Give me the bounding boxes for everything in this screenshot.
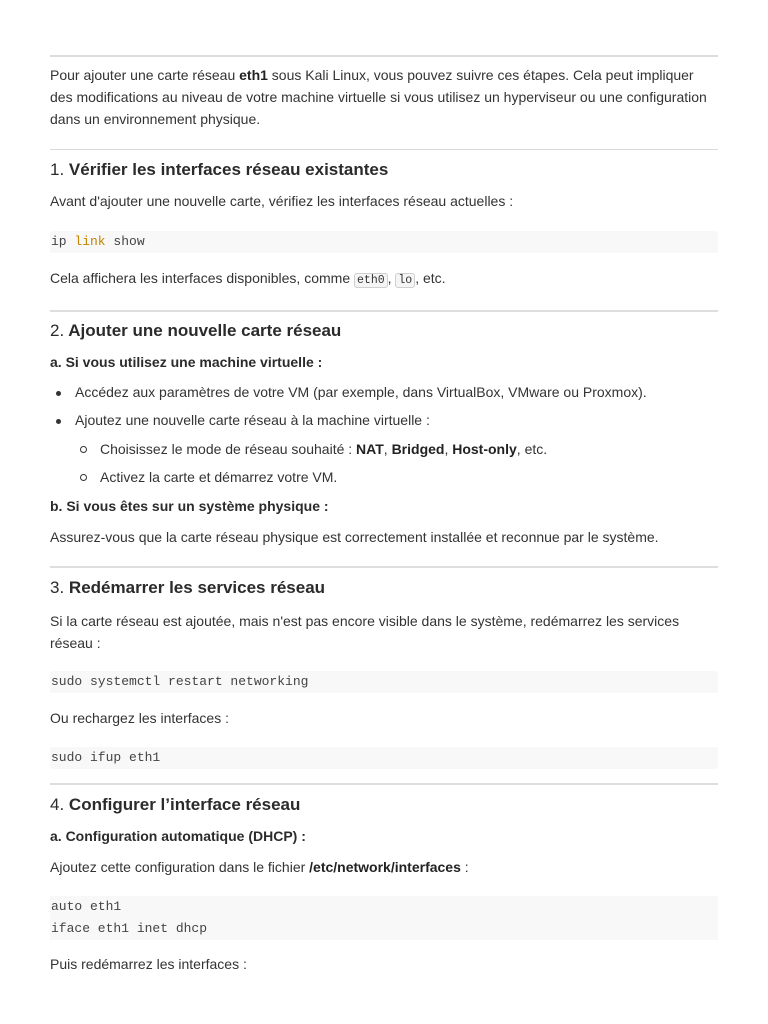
section3-heading: 3. Redémarrer les services réseau bbox=[50, 578, 326, 597]
section2-heading: 2. Ajouter une nouvelle carte réseau bbox=[50, 321, 342, 340]
code-block-ifup: sudo ifup eth1 bbox=[50, 747, 718, 769]
vm-steps-list bbox=[50, 381, 718, 431]
section3-lead: Si la carte réseau est ajoutée, mais n'est pas encore visible dans le système, redémarrez les services réseau : bbox=[50, 613, 680, 651]
network-mode-list bbox=[50, 438, 718, 488]
section1-heading: 1. Vérifier les interfaces réseau existantes bbox=[50, 160, 389, 179]
section4-heading: 4. Configurer l’interface réseau bbox=[50, 795, 301, 814]
section4-sub-a: a. Configuration automatique (DHCP) : bbox=[50, 828, 306, 844]
intro-eth1: eth1 bbox=[239, 67, 268, 83]
top-divider bbox=[50, 55, 718, 57]
list-item: Activez la carte et démarrez votre VM. bbox=[100, 466, 718, 488]
section1-after: Cela affichera les interfaces disponibles, comme eth0 , lo , etc. bbox=[50, 270, 446, 287]
intro-paragraph: Pour ajouter une carte réseau eth1 sous Kali Linux, vous pouvez suivre ces étapes. Cela peut impliquer des modifications au niveau de votre machine virtuelle si vous utilisez un hyperviseur ou une configuration dans un environnement physique. bbox=[50, 67, 707, 127]
divider bbox=[50, 149, 718, 150]
inline-code-lo: lo bbox=[395, 273, 415, 288]
section1-lead: Avant d'ajouter une nouvelle carte, vérifiez les interfaces réseau actuelles : bbox=[50, 193, 514, 209]
file-path: /etc/network/interfaces bbox=[309, 859, 461, 875]
code-block-restart: sudo systemctl restart networking bbox=[50, 671, 718, 693]
list-item: Choisissez le mode de réseau souhaité : NAT, Bridged, Host-only, etc. bbox=[100, 438, 718, 460]
section2-sub-a: a. Si vous utilisez une machine virtuelle : bbox=[50, 354, 323, 370]
list-item: Accédez aux paramètres de votre VM (par exemple, dans VirtualBox, VMware ou Proxmox). bbox=[75, 381, 718, 403]
divider bbox=[50, 310, 718, 312]
physical-paragraph: Assurez-vous que la carte réseau physique est correctement installée et reconnue par le système. bbox=[50, 529, 659, 545]
inline-code-eth0: eth0 bbox=[354, 273, 388, 288]
code-block-ip-link: ip link show bbox=[50, 231, 718, 253]
list-item: Ajoutez une nouvelle carte réseau à la machine virtuelle : bbox=[75, 409, 718, 431]
section3-or: Ou rechargez les interfaces : bbox=[50, 710, 229, 726]
code-block-dhcp: auto eth1 iface eth1 inet dhcp bbox=[50, 896, 718, 940]
divider bbox=[50, 566, 718, 568]
section4-restart: Puis redémarrez les interfaces : bbox=[50, 956, 247, 972]
section4-lead: Ajoutez cette configuration dans le fichier /etc/network/interfaces : bbox=[50, 859, 469, 875]
divider bbox=[50, 783, 718, 785]
section2-sub-b: b. Si vous êtes sur un système physique : bbox=[50, 498, 329, 514]
